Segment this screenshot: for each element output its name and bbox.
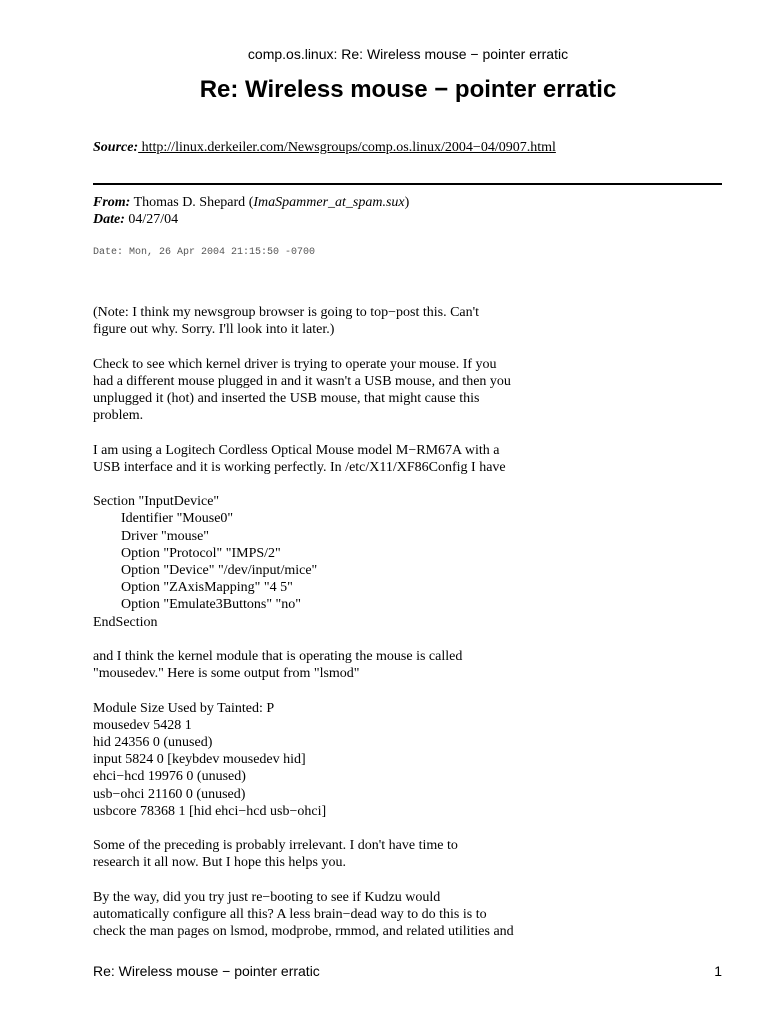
date-line xyxy=(93,211,409,228)
text-line: (Note: I think my newsgroup browser is going to top−post this. Can't xyxy=(93,305,480,320)
config-line: Identifier "Mouse0" xyxy=(121,511,234,527)
message-body xyxy=(93,304,653,958)
config-line: Option "Device" "/dev/input/mice" xyxy=(121,563,318,578)
from-line: From: Thomas D. Shepard (ImaSpammer_at_spam.sux) xyxy=(93,195,410,210)
text-line: had a different mouse plugged in and it wasn't a USB mouse, and then you xyxy=(93,373,511,389)
message-meta xyxy=(93,194,409,228)
text-line: "mousedev." Here is some output from "lsmod" xyxy=(93,666,360,682)
from-name: Thomas D. Shepard xyxy=(133,195,246,210)
date-label: Date: xyxy=(93,212,125,227)
config-line: Driver "mouse" xyxy=(121,528,210,544)
text-line: and I think the kernel module that is operating the mouse is called xyxy=(93,649,463,664)
page-number: 1 xyxy=(714,963,722,979)
paragraph-irrelevant xyxy=(93,837,653,871)
text-line: problem. xyxy=(93,408,144,424)
config-block xyxy=(93,493,653,631)
lsmod-output xyxy=(93,700,653,820)
from-label: From: xyxy=(93,195,131,210)
page-title: Re: Wireless mouse − pointer erratic xyxy=(199,76,617,103)
lsmod-line: usb−ohci 21160 0 (unused) xyxy=(93,786,246,802)
config-line: Option "Protocol" "IMPS/2" xyxy=(121,545,281,561)
lsmod-line: ehci−hcd 19976 0 (unused) xyxy=(93,769,246,785)
from-email: ImaSpammer_at_spam.sux xyxy=(253,195,405,210)
lsmod-line: Module Size Used by Tainted: P xyxy=(93,700,275,716)
raw-date-header: Date: Mon, 26 Apr 2004 21:15:50 -0700 xyxy=(93,247,316,258)
source-link[interactable]: http://linux.derkeiler.com/Newsgroups/comp.os.linux/2004−04/0907.html xyxy=(138,140,556,155)
config-line: EndSection xyxy=(93,614,158,630)
lsmod-line: input 5824 0 [keybdev mousedev hid] xyxy=(93,752,306,768)
lsmod-line: usbcore 78368 1 [hid ehci−hcd usb−ohci] xyxy=(93,803,327,819)
source-label: Source: xyxy=(93,140,139,155)
config-line: Section "InputDevice" xyxy=(93,494,220,510)
text-line: By the way, did you try just re−booting to see if Kudzu would xyxy=(93,889,441,905)
text-line: Check to see which kernel driver is trying to operate your mouse. If you xyxy=(93,356,497,372)
config-line: Option "Emulate3Buttons" "no" xyxy=(121,597,301,613)
text-line: I am using a Logitech Cordless Optical Mouse model M−RM67A with a xyxy=(93,442,500,458)
text-line: USB interface and it is working perfectly. In /etc/X11/XF86Config I have xyxy=(93,459,506,475)
paragraph-kudzu xyxy=(93,889,653,941)
lsmod-line: mousedev 5428 1 xyxy=(93,717,192,733)
text-line: research it all now. But I hope this helps you. xyxy=(93,855,346,871)
paragraph-mousedev xyxy=(93,648,653,682)
text-line: automatically configure all this? A less brain−dead way to do this is to xyxy=(93,907,487,922)
divider xyxy=(93,183,722,185)
paragraph-check-driver xyxy=(93,356,653,425)
source-line xyxy=(93,140,556,156)
running-header: comp.os.linux: Re: Wireless mouse − pointer erratic xyxy=(247,46,569,62)
config-line: Option "ZAxisMapping" "4 5" xyxy=(121,580,293,596)
paragraph-note xyxy=(93,304,653,338)
footer-title: Re: Wireless mouse − pointer erratic xyxy=(93,963,320,979)
text-line: figure out why. Sorry. I'll look into it later.) xyxy=(93,322,335,338)
lsmod-line: hid 24356 0 (unused) xyxy=(93,735,213,750)
date-value: 04/27/04 xyxy=(128,212,179,227)
text-line: Some of the preceding is probably irrelevant. I don't have time to xyxy=(93,838,458,854)
text-line: unplugged it (hot) and inserted the USB mouse, that might cause this xyxy=(93,391,480,406)
text-line: check the man pages on lsmod, modprobe, rmmod, and related utilities and xyxy=(93,924,514,940)
paragraph-logitech xyxy=(93,442,653,476)
